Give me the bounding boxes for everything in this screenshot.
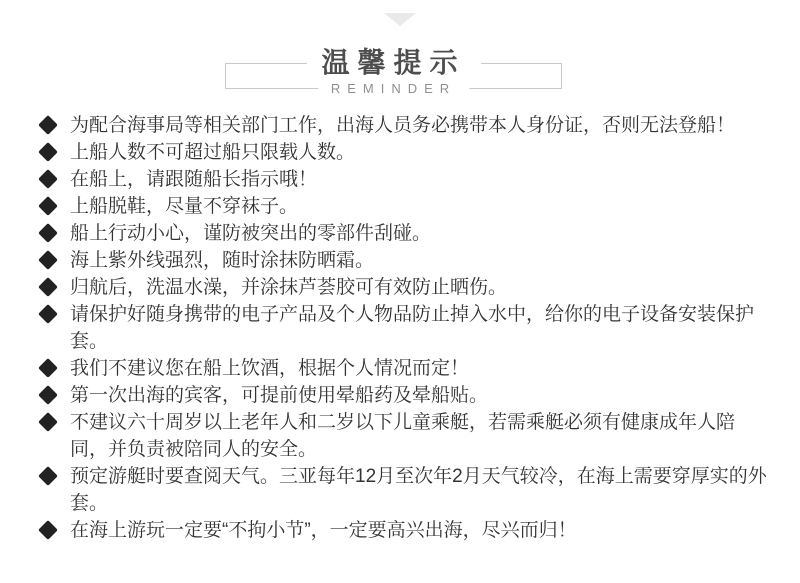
diamond-bullet-icon [38, 385, 58, 405]
tip-text: 船上行动小心，谨防被突出的零部件刮碰。 [70, 223, 432, 244]
diamond-bullet-icon [38, 304, 58, 324]
tips-list [38, 112, 768, 544]
tip-text: 在海上游玩一定要“不拘小节”，一定要高兴出海，尽兴而归！ [70, 520, 577, 541]
tip-item [38, 193, 768, 220]
tip-item [38, 355, 768, 382]
tip-text: 上船脱鞋，尽量不穿袜子。 [70, 196, 299, 217]
tip-text: 不建议六十周岁以上老年人和二岁以下儿童乘艇，若需乘艇必须有健康成年人陪同，并负责被陪同人的安全。 [70, 412, 736, 460]
tip-item [38, 463, 768, 517]
tip-item [38, 247, 768, 274]
diamond-bullet-icon [38, 466, 58, 486]
tip-text: 请保护好随身携带的电子产品及个人物品防止掉入水中，给你的电子设备安装保护套。 [70, 304, 755, 352]
reminder-header [225, 47, 562, 96]
tip-text: 在船上，请跟随船长指示哦！ [70, 169, 318, 190]
diamond-bullet-icon [38, 250, 58, 270]
tip-text: 预定游艇时要查阅天气。三亚每年12月至次年2月天气较冷，在海上需要穿厚实的外套。 [70, 466, 767, 514]
tip-item [38, 517, 768, 544]
diamond-bullet-icon [38, 115, 58, 135]
diamond-bullet-icon [38, 169, 58, 189]
tip-item [38, 409, 768, 463]
tip-text: 为配合海事局等相关部门工作，出海人员务必携带本人身份证，否则无法登船！ [70, 115, 736, 136]
diamond-bullet-icon [38, 142, 58, 162]
diamond-bullet-icon [38, 223, 58, 243]
page-subtitle: REMINDER [318, 82, 469, 95]
tip-text: 第一次出海的宾客，可提前使用晕船药及晕船贴。 [70, 385, 489, 406]
tip-item [38, 139, 768, 166]
diamond-bullet-icon [38, 358, 58, 378]
tip-item [38, 112, 768, 139]
diamond-bullet-icon [38, 520, 58, 540]
tip-text: 归航后，洗温水澡，并涂抹芦荟胶可有效防止晒伤。 [70, 277, 508, 298]
tip-item [38, 166, 768, 193]
tip-item [38, 382, 768, 409]
triangle-down-icon [384, 13, 416, 26]
tip-item [38, 274, 768, 301]
tip-text: 我们不建议您在船上饮酒，根据个人情况而定！ [70, 358, 470, 379]
tip-text: 海上紫外线强烈，随时涂抹防晒霜。 [70, 250, 375, 271]
tip-item [38, 220, 768, 247]
diamond-bullet-icon [38, 412, 58, 432]
diamond-bullet-icon [38, 196, 58, 216]
diamond-bullet-icon [38, 277, 58, 297]
tip-item [38, 301, 768, 355]
page-title: 温馨提示 [306, 49, 480, 77]
tip-text: 上船人数不可超过船只限载人数。 [70, 142, 356, 163]
